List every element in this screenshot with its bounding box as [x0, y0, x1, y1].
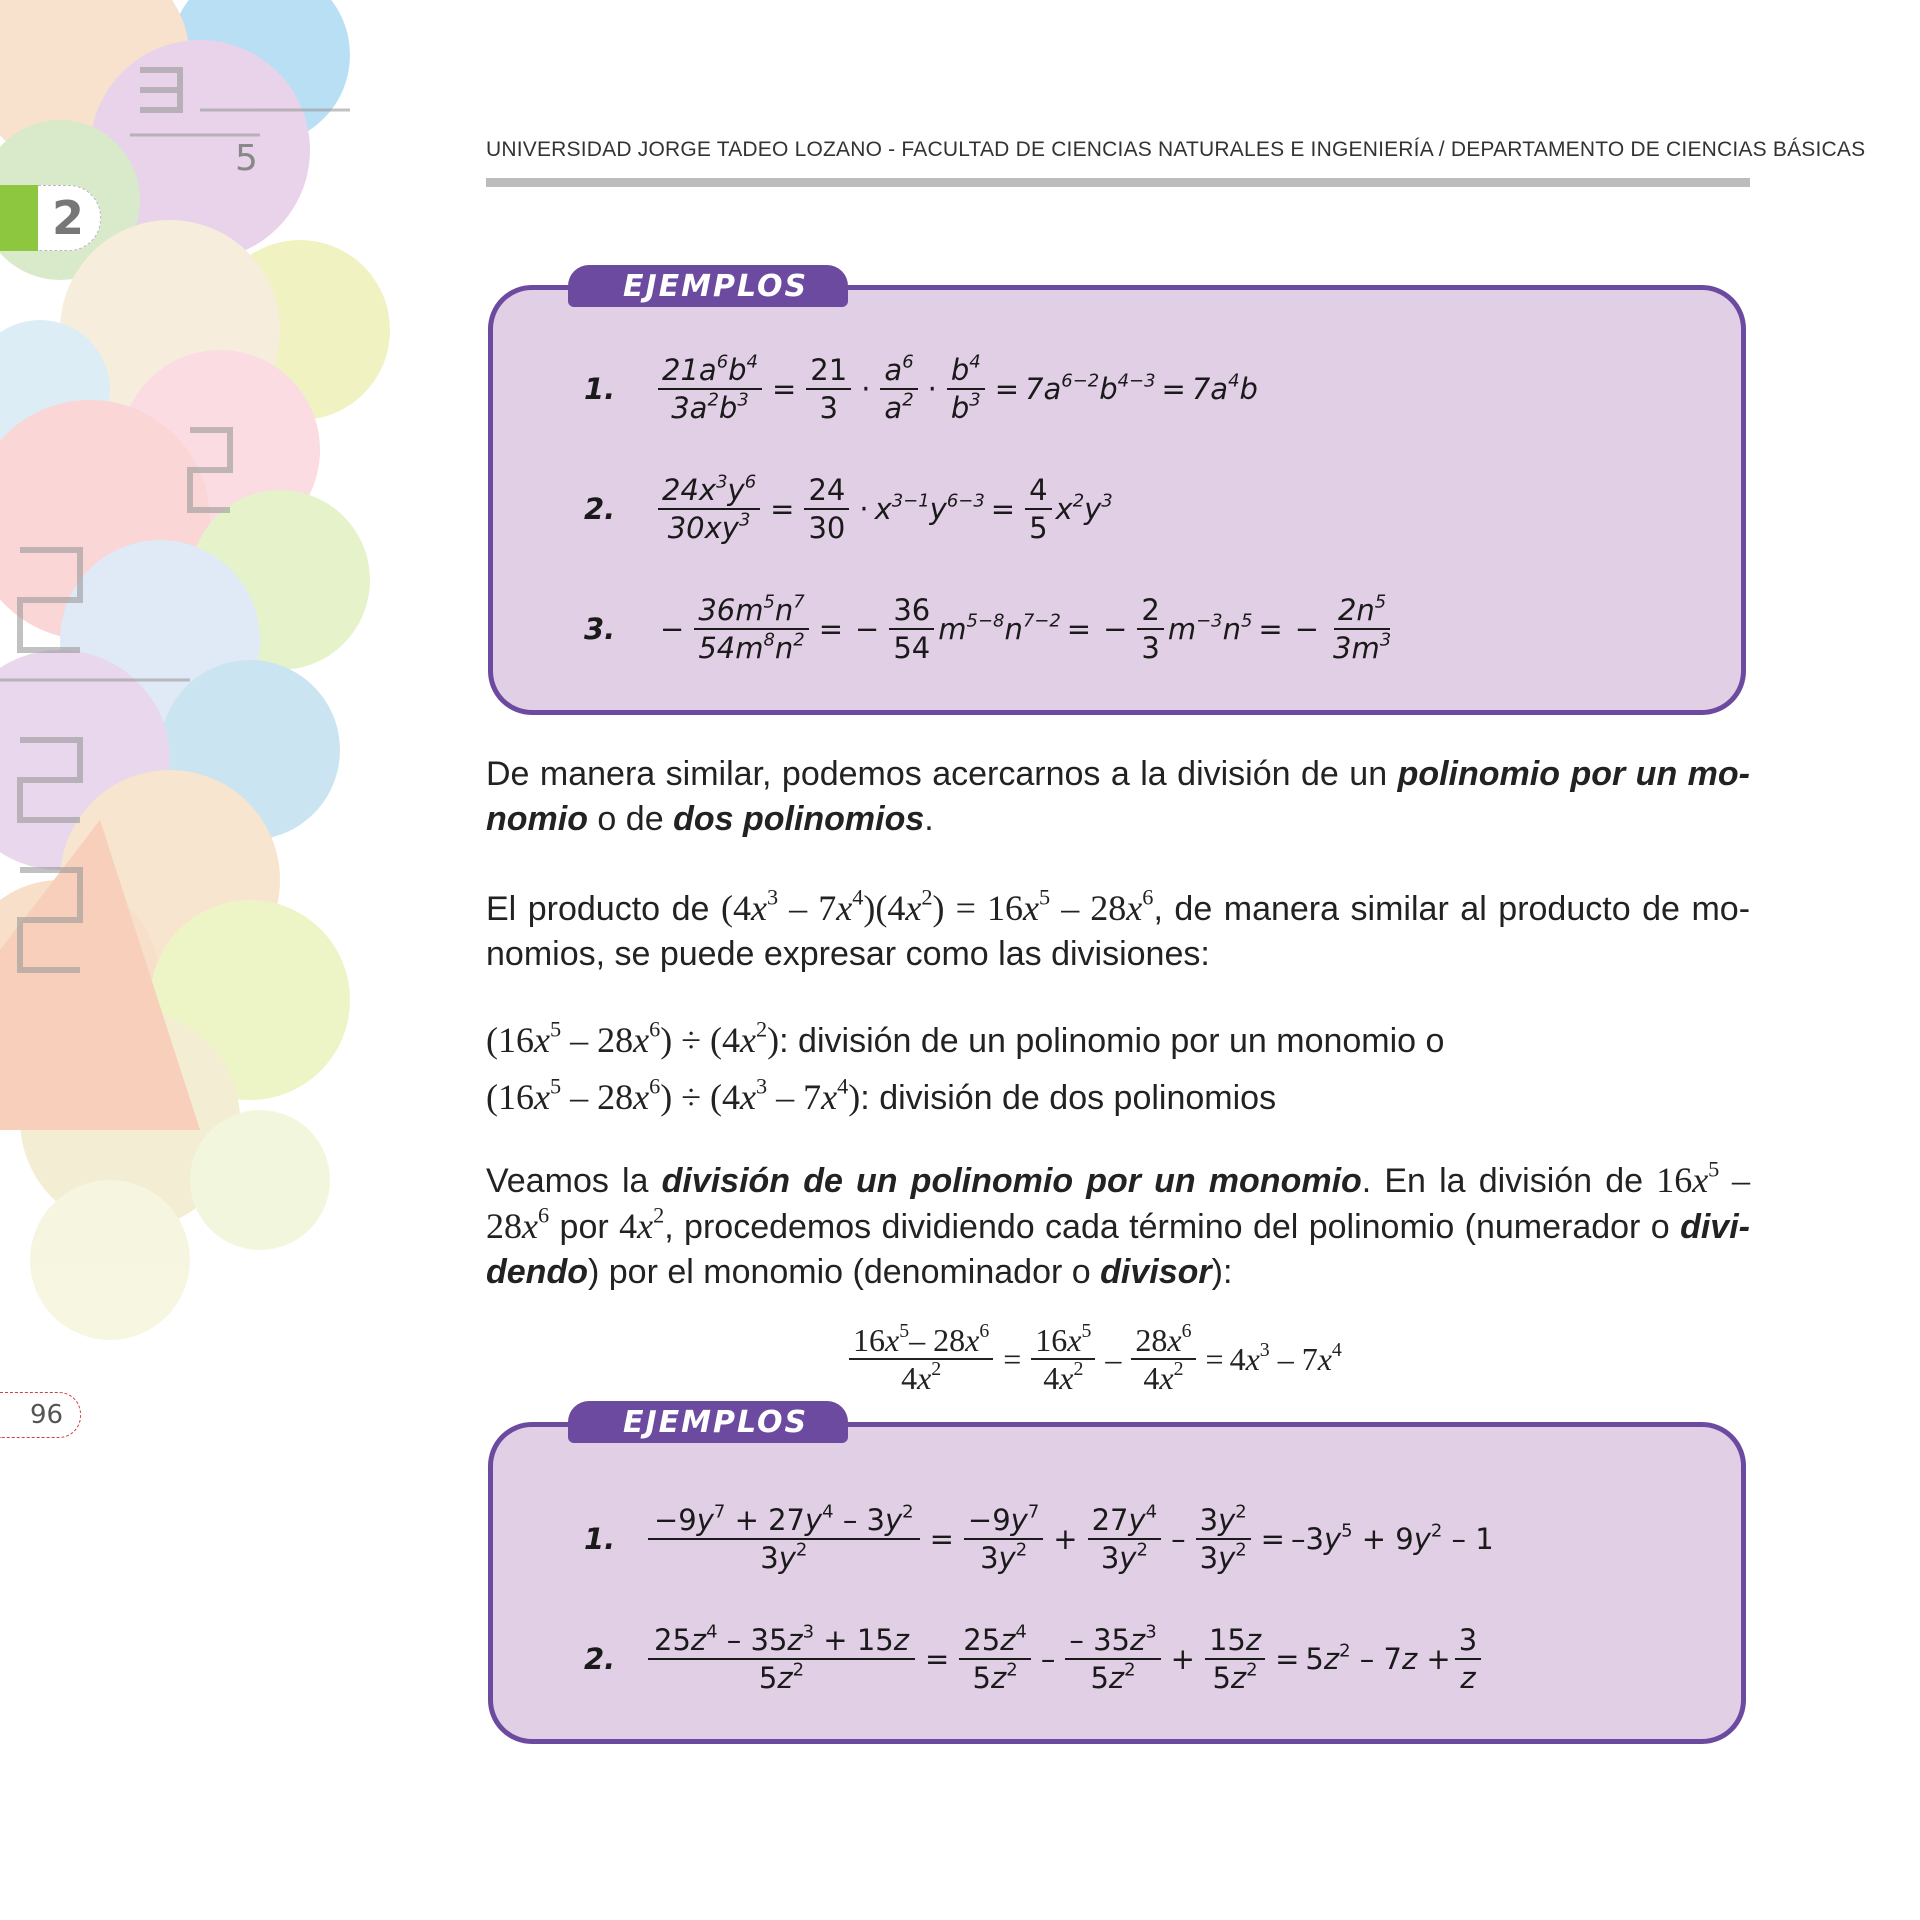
- header-rule: [486, 178, 1750, 187]
- examples-tab-2: EJEMPLOS: [568, 1401, 848, 1443]
- division-equation: $\frac{16x^5- 28x^6}{4x^2}$ = $\frac{16x^5}{4x^2}$ – $\frac{28x^6}{4x^2}$ = $4x^3 - 7x^4$: [845, 1322, 1342, 1396]
- svg-text:5: 5: [235, 138, 258, 179]
- example-2-1: 1. $\frac{-9y^7 + 27y^4 - 3y^2}{3y^2}$ = $\frac{-9y^7}{3y^2}$ + $\frac{27y^4}{3y^2}$ – $\frac{3y^2}{3y^2}$ = $-3y^5 + 9y^2 - 1$: [584, 1501, 1494, 1575]
- example-number: 1.: [584, 372, 616, 406]
- example-number: 2.: [584, 1642, 616, 1676]
- chapter-number: 2: [38, 185, 101, 251]
- paragraph-veamos: Veamos la división de un polinomio por un monomio. En la división de $16x^5 - 28x^6$ por $4x^2$, procedemos dividiendo cada término del polinomio (numerador o divi-dendo) por el monomio (denominador o divisor):: [486, 1156, 1751, 1291]
- examples-tab-1: EJEMPLOS: [568, 265, 848, 307]
- example-2-2: 2. $\frac{25z^4 - 35z^3 + 15z}{5z^2}$ = $\frac{25z^4}{5z^2}$ – $\frac{- 35z^3}{5z^2}$ + $\frac{15z}{5z^2}$ = $5z^2 - 7z$ + $\frac{3}{z}$: [584, 1622, 1485, 1696]
- paragraph-intro: De manera similar, podemos acercarnos a la división de un polinomio por un mo-nomio o de dos polinomios.: [486, 755, 1750, 838]
- paragraph-divisions: $(16x^5 - 28x^6) \div (4x^2)$: división de un polinomio por un monomio o $(16x^5 - 28x^6) \div (4x^3 - 7x^4)$: división de dos polinomios: [486, 1016, 1445, 1117]
- example-number: 3.: [584, 612, 616, 646]
- page-number: 96: [0, 1392, 81, 1438]
- example-number: 2.: [584, 492, 616, 526]
- example-1-2: 2. $\frac{24x^3y^6}{30xy^3}$ = $\frac{24}{30}$ · $x^{3-1}y^{6-3}$ = $\frac{4}{5}$ $x^2y^3$: [584, 471, 1113, 545]
- example-1-1: 1. $\frac{21a^6b^4}{3a^2b^3}$ = $\frac{21}{3}$ · $\frac{a^6}{a^2}$ · $\frac{b^4}{b^3}$ = $7a^{6-2}b^{4-3}$ = $7a^4b$: [584, 351, 1258, 425]
- chapter-tab: [0, 185, 105, 251]
- example-number: 1.: [584, 1522, 616, 1556]
- chapter-tab-accent: [0, 185, 38, 251]
- running-header: UNIVERSIDAD JORGE TADEO LOZANO - FACULTAD DE CIENCIAS NATURALES E INGENIERÍA / DEPARTAMENTO DE CIENCIAS BÁSICAS: [486, 138, 1866, 161]
- example-1-3: 3. − $\frac{36m^5n^7}{54m^8n^2}$ = − $\frac{36}{54}$ $m^{5-8}n^{7-2}$ = − $\frac{2}{3}$ $m^{-3}n^5$ = − $\frac{2n^5}{3m^3}$: [584, 591, 1392, 665]
- paragraph-product: El producto de $(4x^3 - 7x^4)(4x^2) = 16x^5 - 28x^6$, de manera similar al producto de mo-nomios, se puede expresar como las divisiones:: [486, 884, 1751, 973]
